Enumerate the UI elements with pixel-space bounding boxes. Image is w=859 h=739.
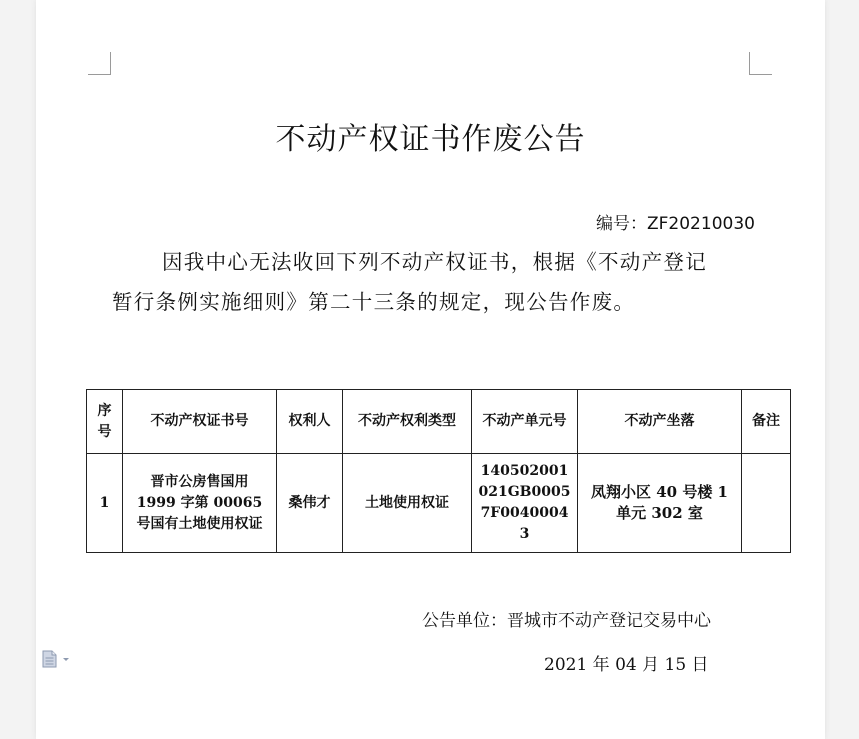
document-title: 不动产权证书作废公告 bbox=[275, 122, 586, 157]
margin-corner-top-right bbox=[749, 52, 772, 75]
cell-remark bbox=[742, 454, 791, 553]
table-row bbox=[87, 454, 791, 553]
cell-right-type: 土地使用权证 bbox=[343, 454, 472, 553]
header-seq: 序号 bbox=[87, 390, 123, 454]
header-right-type: 不动产权利类型 bbox=[343, 390, 472, 454]
issue-date: 2021 年 04 月 15 日 bbox=[544, 655, 709, 675]
paragraph-line-1: 因我中心无法收回下列不动产权证书，根据《不动产登记 bbox=[162, 250, 707, 274]
document-page bbox=[36, 0, 825, 739]
paragraph-line-2: 暂行条例实施细则》第二十三条的规定，现公告作废。 bbox=[112, 290, 636, 314]
cell-holder: 桑伟才 bbox=[277, 454, 343, 553]
header-remark: 备注 bbox=[742, 390, 791, 454]
announcement-paragraph bbox=[112, 242, 762, 322]
document-icon[interactable] bbox=[41, 650, 71, 668]
issuer-line: 公告单位：晋城市不动产登记交易中心 bbox=[422, 611, 711, 631]
margin-corner-top-left bbox=[88, 52, 111, 75]
header-cert-no: 不动产权证书号 bbox=[123, 390, 277, 454]
document-number: 编号：ZF20210030 bbox=[596, 214, 755, 234]
header-unit-no: 不动产单元号 bbox=[472, 390, 578, 454]
cell-unit-no: 140502001021GB00057F00400043 bbox=[472, 454, 578, 553]
chevron-down-icon bbox=[63, 658, 69, 661]
cell-location: 凤翔小区 40 号楼 1 单元 302 室 bbox=[578, 454, 742, 553]
cell-seq: 1 bbox=[87, 454, 123, 553]
certificate-table bbox=[86, 389, 791, 553]
table-header-row bbox=[87, 390, 791, 454]
cell-cert-no: 晋市公房售国用 1999 字第 00065 号国有土地使用权证 bbox=[123, 454, 277, 553]
header-holder: 权利人 bbox=[277, 390, 343, 454]
header-location: 不动产坐落 bbox=[578, 390, 742, 454]
